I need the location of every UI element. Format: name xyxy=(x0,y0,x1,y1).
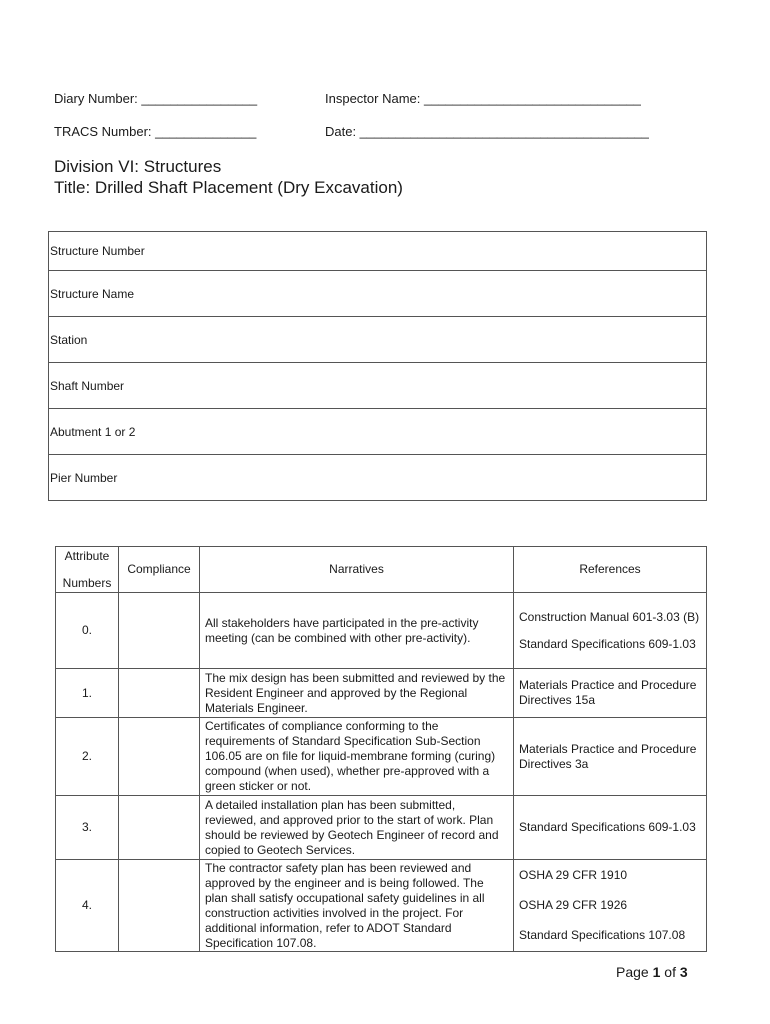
header-attribute-label: Attribute xyxy=(64,548,110,563)
structure-info-table xyxy=(48,231,707,501)
reference-item: OSHA 29 CFR 1910 xyxy=(519,868,628,882)
inspector-name-field: Inspector Name: ______________________________ xyxy=(325,91,641,106)
reference-item: Construction Manual 601-3.03 (B) xyxy=(519,609,700,624)
header-numbers-label: Numbers xyxy=(62,575,112,590)
reference-item: Standard Specifications 609-1.03 xyxy=(519,820,696,834)
info-row-structure-number: Structure Number xyxy=(49,232,707,271)
page-label: Page xyxy=(616,964,649,980)
page-of: of xyxy=(664,964,676,980)
page-total: 3 xyxy=(679,964,688,980)
compliance-cell[interactable] xyxy=(119,669,200,718)
narrative-cell: The mix design has been submitted and reviewed by the Resident Engineer and approved by the Regional Materials Engineer. xyxy=(200,669,514,718)
page-number xyxy=(616,964,688,980)
reference-item: Standard Specifications 107.08 xyxy=(519,928,686,942)
references-cell xyxy=(514,718,707,796)
reference-item: Standard Specifications 609-1.03 xyxy=(519,636,696,651)
attribute-checklist-table xyxy=(55,546,707,952)
attribute-number: 0. xyxy=(56,593,119,669)
narrative-cell: The contractor safety plan has been reviewed and approved by the engineer and is being followed. The plan shall satisfy occupational safety guidelines in all construction activities involved in the project. For additional information, refer to ADOT Standard Specification 107.08. xyxy=(200,860,514,952)
table-row xyxy=(56,669,707,718)
header-compliance: Compliance xyxy=(119,547,200,593)
attribute-number: 4. xyxy=(56,860,119,952)
attribute-number: 1. xyxy=(56,669,119,718)
page-current: 1 xyxy=(652,964,661,980)
date-field: Date: ________________________________________ xyxy=(325,124,649,139)
references-cell xyxy=(514,860,707,952)
attribute-number: 2. xyxy=(56,718,119,796)
compliance-cell[interactable] xyxy=(119,718,200,796)
compliance-cell[interactable] xyxy=(119,593,200,669)
table-row xyxy=(56,593,707,669)
header-narratives: Narratives xyxy=(200,547,514,593)
references-cell xyxy=(514,593,707,669)
diary-number-field: Diary Number: ________________ xyxy=(54,91,258,106)
compliance-cell[interactable] xyxy=(119,796,200,860)
tracs-number-field: TRACS Number: ______________ xyxy=(54,124,257,139)
division-heading: Division VI: Structures xyxy=(54,157,222,176)
info-row-abutment: Abutment 1 or 2 xyxy=(49,409,707,455)
table-row xyxy=(56,860,707,952)
reference-item: Materials Practice and Procedure Directives 15a xyxy=(519,678,697,707)
attribute-number: 3. xyxy=(56,796,119,860)
info-row-pier-number: Pier Number xyxy=(49,455,707,501)
narrative-cell: Certificates of compliance conforming to the requirements of Standard Specification Sub-Section 106.05 are on file for liquid-membrane forming (curing) compound (when used), whether pre-approved with a green sticker or not. xyxy=(200,718,514,796)
references-cell xyxy=(514,796,707,860)
info-row-station: Station xyxy=(49,317,707,363)
info-row-shaft-number: Shaft Number xyxy=(49,363,707,409)
document-title: Title: Drilled Shaft Placement (Dry Excavation) xyxy=(54,178,403,197)
narrative-cell: A detailed installation plan has been submitted, reviewed, and approved prior to the start of work. Plan should be reviewed by Geotech Engineer of record and copied to Geotech Services. xyxy=(200,796,514,860)
reference-item: OSHA 29 CFR 1926 xyxy=(519,898,628,912)
info-row-structure-name: Structure Name xyxy=(49,271,707,317)
header-references: References xyxy=(514,547,707,593)
reference-item: Materials Practice and Procedure Directives 3a xyxy=(519,741,697,771)
table-row xyxy=(56,718,707,796)
compliance-cell[interactable] xyxy=(119,860,200,952)
narrative-cell: All stakeholders have participated in the pre-activity meeting (can be combined with other pre-activity). xyxy=(200,593,514,669)
table-row xyxy=(56,796,707,860)
references-cell xyxy=(514,669,707,718)
header-attribute-numbers xyxy=(56,547,119,593)
